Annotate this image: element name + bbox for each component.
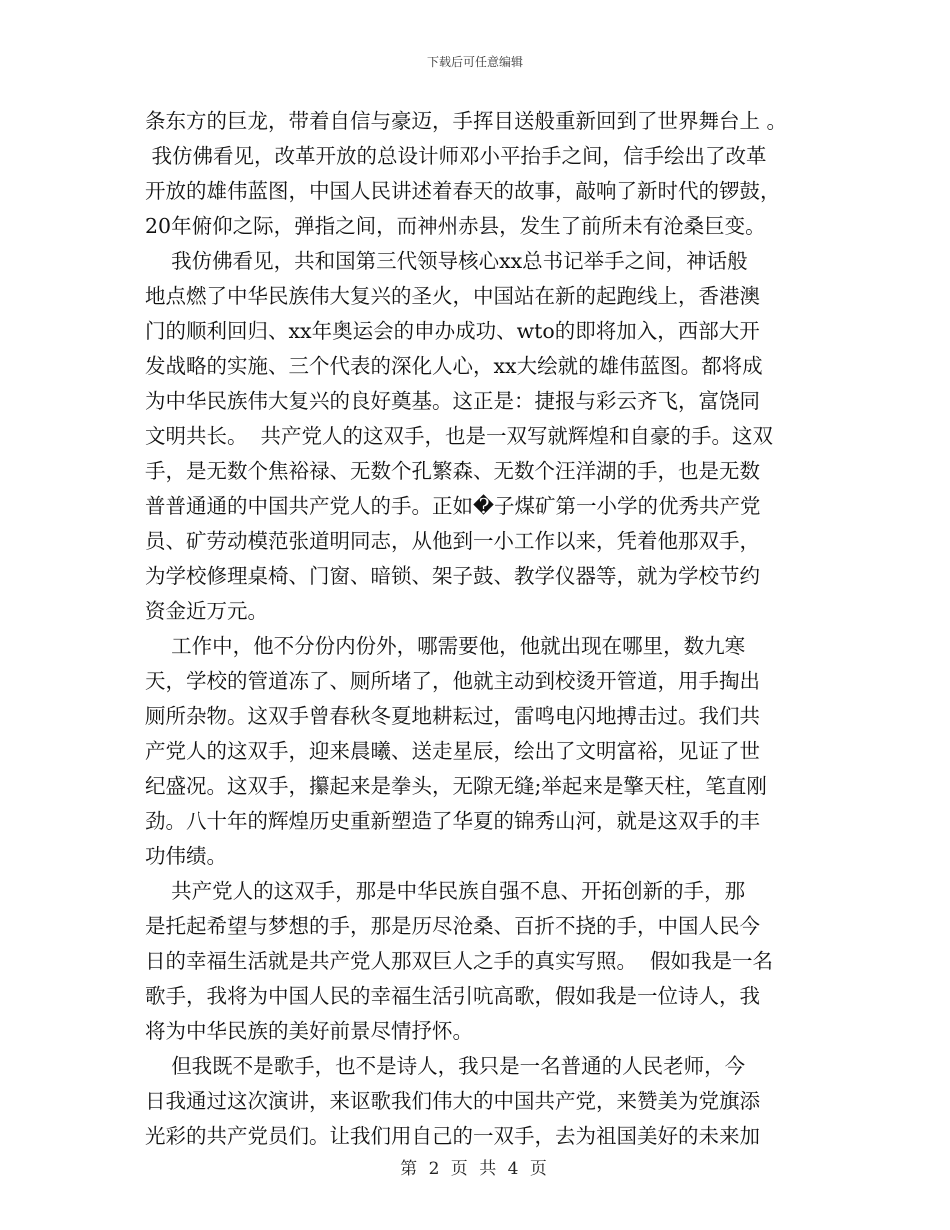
text-line: 条东方的巨龙，带着自信与豪迈，手挥目送般重新回到了世界舞台上 。 [145, 109, 788, 133]
text-line: 员、矿劳动模范张道明同志，从他到一小工作以来，凭着他那双手， [145, 529, 760, 553]
page-header: 下载后可任意编辑 [426, 55, 523, 69]
text-line: 开放的雄伟蓝图，中国人民讲述着春天的故事，敲响了新时代的锣鼓， [145, 179, 781, 203]
text-line: 20年俯仰之际，弹指之间，而神州赤县，发生了前所未有沧桑巨变。 [145, 214, 766, 238]
text-line: 纪盛况。这双手，攥起来是拳头，无隙无缝;举起来是擎天柱，笔直刚 [145, 774, 767, 798]
text-line: 将为中华民族的美好前景尽情抒怀。 [145, 1019, 473, 1043]
text-line: 是托起希望与梦想的手，那是历尽沧桑、百折不挠的手，中国人民今 [145, 914, 760, 938]
text-line: 我仿佛看见，共和国第三代领导核心xx总书记举手之间，神话般 [145, 249, 748, 273]
document-body [145, 104, 815, 1154]
text-line: 功伟绩。 [145, 844, 227, 868]
text-line: 歌手，我将为中国人民的幸福生活引吭高歌，假如我是一位诗人，我 [145, 984, 760, 1008]
page-footer: 第 2 页 共 4 页 [400, 1159, 550, 1179]
text-line: 日的幸福生活就是共产党人那双巨人之手的真实写照。 假如我是一名 [145, 949, 774, 973]
text-line: 产党人的这双手，迎来晨曦、送走星辰，绘出了文明富裕，见证了世 [145, 739, 760, 763]
text-line: 日我通过这次演讲，来讴歌我们伟大的中国共产党，来赞美为党旗添 [145, 1089, 760, 1113]
text-line: 天，学校的管道冻了、厕所堵了，他就主动到校烫开管道，用手掏出 [145, 669, 760, 693]
text-line: 为中华民族伟大复兴的良好奠基。这正是：捷报与彩云齐飞，富饶同 [145, 389, 760, 413]
text-line: 门的顺利回归、xx年奥运会的申办成功、wto的即将加入，西部大开 [145, 319, 760, 343]
text-line: 文明共长。 共产党人的这双手，也是一双写就辉煌和自豪的手。这双 [145, 424, 774, 448]
text-line: 但我既不是歌手，也不是诗人，我只是一名普通的人民老师，今 [145, 1054, 746, 1078]
text-line: 光彩的共产党员们。让我们用自己的一双手，去为祖国美好的未来加 [145, 1124, 760, 1148]
text-line: 手，是无数个焦裕禄、无数个孔繁森、无数个汪洋湖的手，也是无数 [145, 459, 760, 483]
text-line: 为学校修理桌椅、门窗、暗锁、架子鼓、教学仪器等，就为学校节约 [145, 564, 760, 588]
text-line: 发战略的实施、三个代表的深化人心，xx大绘就的雄伟蓝图。都将成 [145, 354, 763, 378]
text-line: 普普通通的中国共产党人的手。正如�子煤矿第一小学的优秀共产党 [145, 494, 761, 518]
text-line: 劲。八十年的辉煌历史重新塑造了华夏的锦秀山河，就是这双手的丰 [145, 809, 760, 833]
text-line: 厕所杂物。这双手曾春秋冬夏地耕耘过，雷鸣电闪地搏击过。我们共 [145, 704, 760, 728]
text-line: 地点燃了中华民族伟大复兴的圣火，中国站在新的起跑线上，香港澳 [145, 284, 760, 308]
text-line: 我仿佛看见，改革开放的总设计师邓小平抬手之间，信手绘出了改革 [145, 144, 767, 168]
text-line: 工作中，他不分份内份外，哪需要他，他就出现在哪里，数九寒 [145, 634, 746, 658]
text-line: 共产党人的这双手，那是中华民族自强不息、开拓创新的手，那 [145, 879, 746, 903]
text-line: 资金近万元。 [145, 599, 268, 623]
